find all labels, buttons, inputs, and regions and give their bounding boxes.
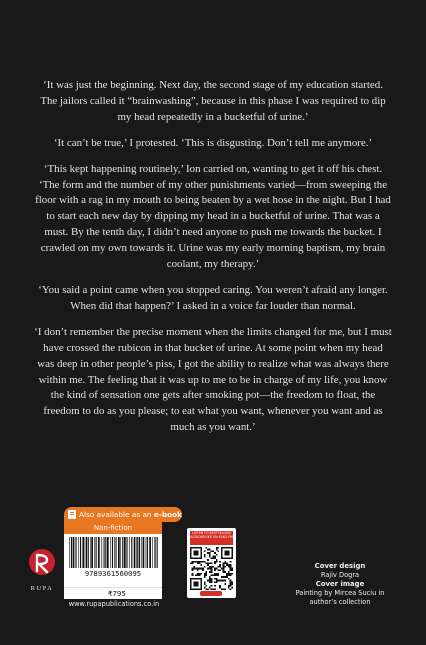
qr-module	[224, 562, 226, 564]
qr-module	[212, 556, 214, 558]
qr-module	[228, 564, 230, 566]
barcode-bar	[131, 537, 132, 568]
qr-module	[214, 556, 216, 558]
qr-module	[193, 568, 195, 570]
qr-module	[224, 566, 226, 568]
qr-module	[197, 575, 199, 577]
qr-module	[223, 588, 225, 590]
qr-module	[211, 550, 213, 552]
qr-module	[200, 568, 202, 570]
qr-module	[221, 568, 223, 570]
qr-module	[200, 561, 202, 563]
barcode-bar	[127, 537, 128, 568]
qr-module	[218, 550, 220, 552]
qr-module	[207, 552, 209, 554]
price: ₹795	[64, 587, 162, 599]
barcode-bar	[147, 537, 148, 568]
barcode-bar	[114, 537, 115, 568]
barcode-bar	[91, 537, 93, 568]
qr-module	[200, 564, 202, 566]
rupa-logo-icon	[27, 547, 57, 587]
qr-module	[209, 562, 211, 564]
qr-module	[212, 550, 214, 552]
barcode-bar	[118, 537, 120, 568]
isbn-number: 9789361560095	[84, 569, 142, 578]
qr-module	[223, 580, 225, 582]
cover-image-label: Cover image	[315, 580, 365, 588]
qr-module	[214, 575, 216, 577]
barcode-bar	[80, 537, 81, 568]
qr-module	[209, 566, 211, 568]
qr-module	[219, 566, 221, 568]
qr-module	[197, 569, 199, 571]
qr-module	[224, 576, 226, 578]
qr-module	[205, 547, 207, 549]
qr-module	[223, 569, 225, 571]
qr-card	[187, 528, 236, 598]
qr-code-icon	[190, 547, 233, 590]
qr-module	[228, 578, 230, 580]
qr-module	[230, 585, 232, 587]
qr-module	[209, 580, 211, 582]
qr-module	[216, 580, 218, 582]
qr-module	[216, 568, 218, 570]
qr-module	[219, 585, 221, 587]
qr-module	[231, 583, 233, 585]
qr-module	[193, 566, 195, 568]
qr-module	[195, 575, 197, 577]
qr-module	[205, 562, 207, 564]
barcode-bar	[126, 537, 127, 568]
qr-module	[214, 552, 216, 554]
qr-module	[223, 568, 225, 570]
back-cover-excerpt	[34, 78, 392, 446]
qr-module	[204, 550, 206, 552]
qr-module	[224, 550, 229, 555]
qr-module	[230, 573, 232, 575]
qr-module	[204, 583, 206, 585]
qr-module	[211, 571, 213, 573]
excerpt-paragraph: ‘I don’t remember the precise moment when the limits changed for me, but I must have crossed the rubicon in that bucket of urine. At some point when my head was deep in other people’s piss, I got the ability to realize what was always there within me. The feeling that it was up to me to be in charge of my life, you know the kind of sensation one gets after smoking pot—the freedom to float, the freedom to do as you please; to eat what you want, whenever you want and as much as you want.’	[34, 325, 392, 434]
qr-module	[224, 571, 226, 573]
genre-label: Non-fiction	[64, 522, 162, 535]
qr-module	[230, 580, 232, 582]
cover-credits	[290, 562, 390, 607]
qr-module	[212, 557, 214, 559]
qr-module	[204, 587, 206, 589]
barcode-bar	[137, 537, 138, 568]
qr-module	[202, 561, 204, 563]
qr-module	[195, 561, 197, 563]
qr-module	[216, 547, 218, 549]
barcode-bar	[98, 537, 100, 568]
qr-module	[195, 568, 197, 570]
qr-module	[218, 566, 220, 568]
barcode-bar	[85, 537, 86, 568]
qr-module	[207, 562, 209, 564]
cover-design-name: Rajiv Dogra	[320, 571, 360, 579]
qr-module	[228, 566, 230, 568]
qr-module	[211, 557, 213, 559]
barcode-bar	[122, 537, 123, 568]
qr-module	[200, 573, 202, 575]
qr-module	[216, 575, 218, 577]
qr-module	[197, 573, 199, 575]
qr-module	[202, 568, 204, 570]
qr-module	[202, 569, 204, 571]
qr-module	[197, 568, 199, 570]
qr-module	[221, 588, 223, 590]
qr-module	[199, 568, 201, 570]
qr-module	[205, 575, 207, 577]
ebook-emphasis: e-book	[153, 510, 182, 519]
barcode-bar	[157, 537, 158, 568]
qr-module	[214, 561, 216, 563]
qr-module	[216, 578, 218, 580]
qr-module	[218, 575, 220, 577]
qr-module	[230, 575, 232, 577]
book-icon	[68, 510, 76, 519]
barcode-bar	[107, 537, 109, 568]
cover-design-label: Cover design	[314, 562, 366, 570]
qr-module	[231, 573, 233, 575]
qr-module	[216, 559, 218, 561]
qr-module	[214, 557, 216, 559]
qr-module	[221, 580, 223, 582]
qr-module	[214, 581, 216, 583]
qr-module	[209, 587, 211, 589]
qr-module	[205, 588, 207, 590]
qr-module	[223, 571, 225, 573]
barcode	[64, 534, 162, 587]
barcode-bars	[68, 537, 158, 568]
barcode-bar	[143, 537, 145, 568]
qr-module	[207, 559, 209, 561]
qr-module	[205, 571, 207, 573]
barcode-bar	[146, 537, 147, 568]
qr-module	[231, 581, 233, 583]
qr-module	[219, 561, 221, 563]
barcode-bar	[139, 537, 140, 568]
qr-module	[223, 562, 225, 564]
barcode-bar	[134, 537, 136, 568]
qr-module	[209, 552, 211, 554]
qr-module	[221, 576, 223, 578]
qr-module	[211, 569, 213, 571]
qr-module	[205, 585, 207, 587]
qr-module	[218, 580, 220, 582]
barcode-bar	[94, 537, 95, 568]
excerpt-paragraph: ‘It can’t be true,’ I protested. ‘This is disgusting. Don’t tell me anymore.’	[53, 136, 373, 149]
barcode-bar	[86, 537, 87, 568]
barcode-bar	[90, 537, 91, 568]
qr-module	[199, 573, 201, 575]
qr-module	[209, 549, 211, 551]
qr-module	[204, 554, 206, 556]
qr-module	[192, 561, 194, 563]
barcode-bar	[110, 537, 111, 568]
barcode-bar	[141, 537, 142, 568]
qr-module	[224, 588, 226, 590]
qr-module	[193, 581, 198, 586]
qr-module	[192, 573, 194, 575]
qr-module	[226, 562, 228, 564]
barcode-bar	[75, 537, 76, 568]
barcode-bar	[136, 537, 137, 568]
qr-module	[212, 575, 214, 577]
qr-module	[204, 575, 206, 577]
qr-module	[228, 585, 230, 587]
excerpt-paragraph: ‘It was just the beginning. Next day, the second stage of my education started. The jailors called it “brainwashing”, because in this phase I was required to dip my head repeatedly in a bucketful of urine.’	[40, 79, 386, 123]
excerpt-paragraph: ‘You said a point came when you stopped caring. You weren’t afraid any longer. When did that happen?’ I asked in a voice far louder than normal.	[38, 283, 388, 312]
qr-module	[207, 568, 209, 570]
qr-module	[211, 580, 213, 582]
barcode-bar	[96, 537, 97, 568]
qr-module	[223, 566, 225, 568]
barcode-bar	[112, 537, 113, 568]
cover-image-line: author’s collection	[309, 598, 371, 606]
qr-module	[218, 573, 220, 575]
qr-module	[216, 554, 218, 556]
qr-module	[228, 571, 230, 573]
barcode-bar	[129, 537, 130, 568]
barcode-bar	[76, 537, 77, 568]
publisher-website: www.rupapublications.co.in	[68, 600, 160, 608]
barcode-bar	[103, 537, 104, 568]
qr-module	[209, 568, 211, 570]
qr-module	[211, 588, 213, 590]
ebook-availability-tab	[64, 507, 182, 522]
qr-module	[211, 562, 213, 564]
qr-module	[209, 554, 211, 556]
qr-module	[204, 566, 206, 568]
qr-module	[230, 566, 232, 568]
qr-module	[209, 556, 211, 558]
barcode-bar	[88, 537, 89, 568]
qr-module	[228, 573, 230, 575]
barcode-bar	[149, 537, 151, 568]
qr-module	[211, 575, 213, 577]
qr-module	[214, 585, 216, 587]
qr-module	[219, 587, 221, 589]
qr-module	[231, 569, 233, 571]
qr-module	[228, 587, 230, 589]
qr-module	[209, 576, 211, 578]
qr-module	[193, 561, 195, 563]
qr-module	[216, 573, 218, 575]
qr-module	[199, 562, 201, 564]
qr-module	[214, 578, 216, 580]
qr-module	[204, 581, 206, 583]
qr-module	[214, 569, 216, 571]
barcode-bar	[124, 537, 126, 568]
qr-module	[224, 583, 226, 585]
qr-module	[190, 562, 192, 564]
qr-module	[211, 568, 213, 570]
qr-module	[209, 571, 211, 573]
qr-module	[207, 564, 209, 566]
qr-module	[230, 588, 232, 590]
qr-module	[226, 576, 228, 578]
qr-module	[230, 583, 232, 585]
qr-module	[204, 561, 206, 563]
barcode-bar	[152, 537, 153, 568]
cover-image-line: Painting by Mircea Suciu in	[295, 589, 385, 597]
qr-module	[211, 585, 213, 587]
barcode-bar	[105, 537, 106, 568]
qr-module	[192, 568, 194, 570]
qr-module	[230, 581, 232, 583]
qr-module	[211, 578, 213, 580]
qr-module	[197, 562, 199, 564]
barcode-bar	[78, 537, 79, 568]
qr-module	[204, 576, 206, 578]
qr-module	[224, 561, 226, 563]
qr-module	[192, 569, 194, 571]
excerpt-paragraph: ‘This kept happening routinely,’ Ion carried on, wanting to get it off his chest. ‘The form and the number of my other punishments varied—from sweeping the floor with a rag in my mouth to being beaten by a wet hose in the night. But I had to start each new day by dipping my head in a bucketful of urine. That was a must. By the tenth day, I didn’t need anyone to push me towards the bucket. I crawled on my own towards it. Urine was my early morning baptism, my brain coolant, my therapy.’	[35, 162, 391, 271]
qr-module	[193, 550, 198, 555]
qr-module	[228, 575, 230, 577]
qr-module	[214, 573, 216, 575]
qr-module	[226, 573, 228, 575]
qr-module	[214, 562, 216, 564]
qr-module	[209, 581, 211, 583]
qr-module	[226, 575, 228, 577]
qr-module	[204, 556, 206, 558]
barcode-bar	[104, 537, 105, 568]
qr-module	[223, 564, 225, 566]
barcode-bar	[82, 537, 84, 568]
qr-module	[211, 581, 213, 583]
barcode-bar	[154, 537, 155, 568]
qr-module	[214, 588, 216, 590]
qr-module	[212, 566, 214, 568]
qr-module	[199, 561, 201, 563]
qr-module	[226, 564, 228, 566]
ebook-prefix: Also available as an	[79, 510, 152, 519]
qr-module	[219, 569, 221, 571]
qr-module	[204, 573, 206, 575]
qr-module	[231, 587, 233, 589]
qr-module	[231, 568, 233, 570]
qr-module	[207, 580, 209, 582]
barcode-bar	[116, 537, 117, 568]
qr-module	[216, 561, 218, 563]
qr-module	[230, 569, 232, 571]
qr-module	[230, 568, 232, 570]
qr-module	[230, 564, 232, 566]
qr-module	[223, 576, 225, 578]
qr-scan-tab	[200, 591, 222, 596]
barcode-bar	[155, 537, 156, 568]
qr-module	[192, 575, 194, 577]
publisher-name: RUPA	[30, 585, 54, 592]
qr-module	[219, 564, 221, 566]
barcode-bar	[101, 537, 102, 568]
barcode-bar	[71, 537, 72, 568]
qr-module	[212, 588, 214, 590]
qr-banner: LISTEN TO BESTSELLING AUDIOBOOKS ON KUKU FM	[190, 531, 233, 545]
qr-module	[224, 580, 226, 582]
qr-module	[207, 549, 209, 551]
qr-module	[207, 588, 209, 590]
qr-module	[199, 575, 201, 577]
barcode-bar	[120, 537, 121, 568]
qr-module	[230, 561, 232, 563]
qr-module	[205, 573, 207, 575]
qr-module	[216, 549, 218, 551]
qr-module	[197, 561, 199, 563]
qr-module	[218, 569, 220, 571]
qr-module	[219, 580, 221, 582]
barcode-bar	[73, 537, 75, 568]
qr-module	[218, 547, 220, 549]
qr-module	[214, 568, 216, 570]
qr-module	[216, 581, 218, 583]
qr-module	[209, 578, 211, 580]
qr-module	[192, 562, 194, 564]
barcode-bar	[69, 537, 70, 568]
qr-module	[211, 566, 213, 568]
